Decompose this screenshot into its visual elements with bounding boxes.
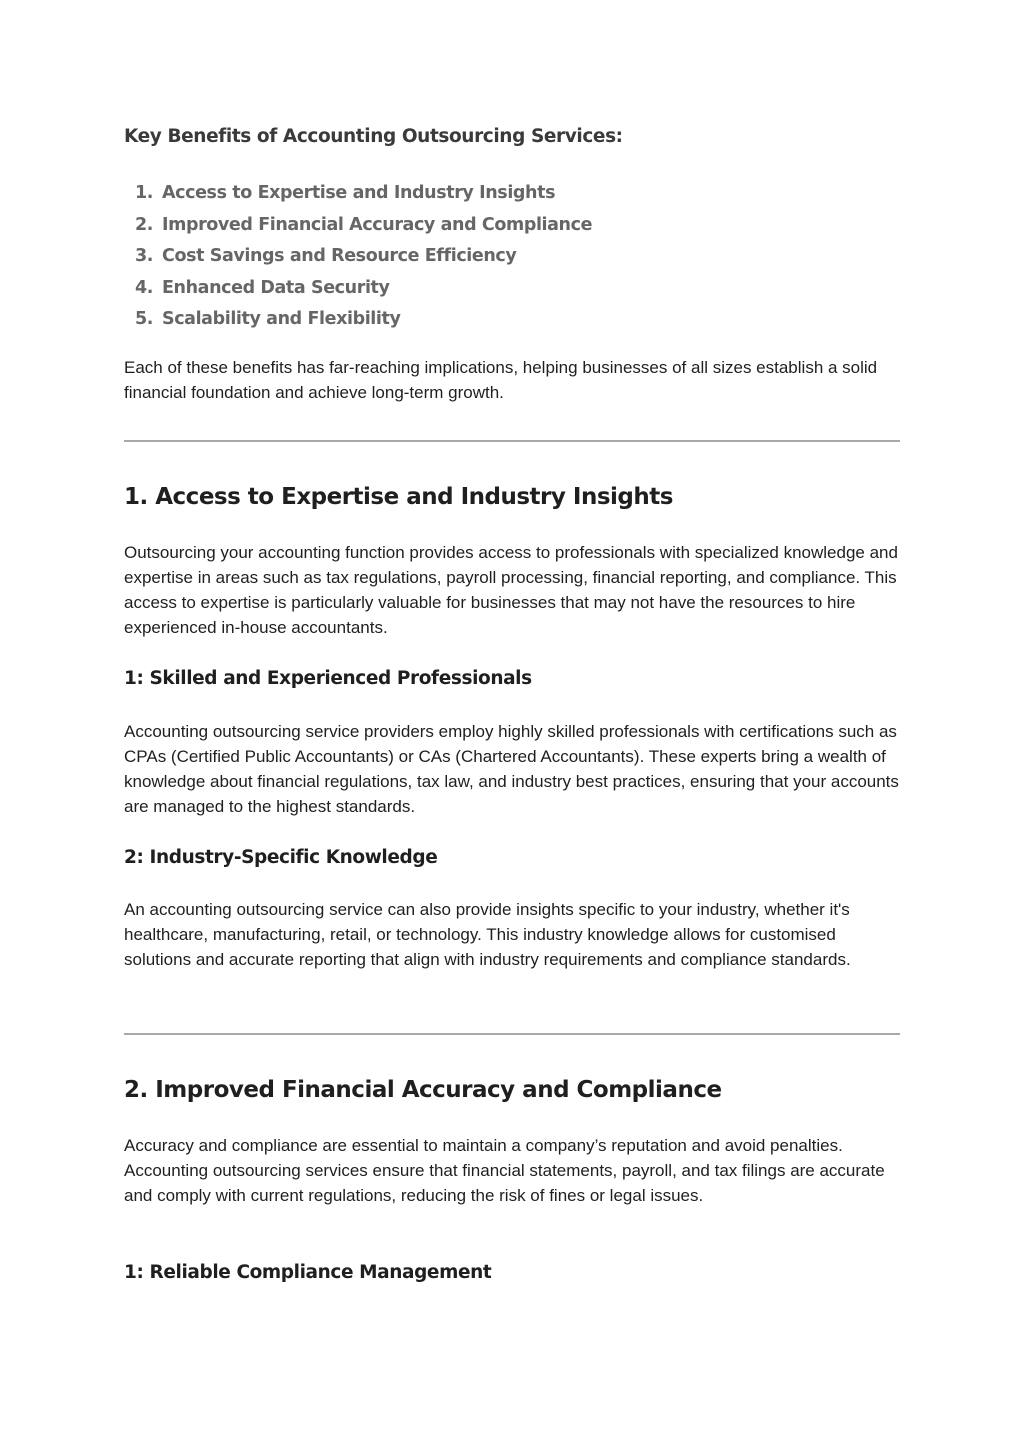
benefits-list (124, 178, 592, 336)
list-item-number: 4. (134, 277, 153, 298)
list-item (124, 178, 592, 210)
list-item-number: 1. (134, 183, 153, 203)
section-divider (124, 440, 900, 442)
section1-sub2-body: An accounting outsourcing service can also provide insights specific to your industry, whether it's healthcare, manufacturing, retail, or technology. This industry knowledge allows for customised solutions and accurate reporting that align with industry requirements and compliance standards. (124, 900, 851, 969)
list-item-label: Access to Expertise and Industry Insights (162, 183, 556, 203)
section1-body: Outsourcing your accounting function provides access to professionals with specialized knowledge and expertise in areas such as tax regulations, payroll processing, financial reporting, and compliance. This access to expertise is particularly valuable for businesses that may not have the resources to hire experienced in-house accountants. (124, 543, 898, 637)
list-item (124, 210, 592, 242)
key-benefits-title: Key Benefits of Accounting Outsourcing Services: (124, 126, 623, 147)
list-item-number: 5. (134, 309, 153, 329)
list-item-label: Improved Financial Accuracy and Compliance (162, 214, 593, 235)
list-item (124, 304, 592, 336)
section1-subheading-2: 2: Industry-Specific Knowledge (124, 847, 438, 868)
section2-body: Accuracy and compliance are essential to maintain a company’s reputation and avoid penalties. Accounting outsourcing services ensure that financial statements, payroll, and tax filings are accurate and comply with current regulations, reducing the risk of fines or legal issues. (124, 1136, 885, 1205)
list-item (124, 273, 592, 305)
section2-subheading-1: 1: Reliable Compliance Management (124, 1262, 492, 1283)
section1-sub1-body: Accounting outsourcing service providers employ highly skilled professionals with certifications such as CPAs (Certified Public Accountants) or CAs (Chartered Accountants). These experts bring a wealth of knowledge about financial regulations, tax law, and industry best practices, ensuring that your accounts are managed to the highest standards. (124, 722, 899, 816)
section2-heading: 2. Improved Financial Accuracy and Compliance (124, 1077, 722, 1103)
section-divider (124, 1033, 900, 1035)
list-item-label: Scalability and Flexibility (162, 309, 401, 329)
list-item-number: 3. (134, 246, 153, 266)
list-item (124, 241, 592, 273)
section1-heading: 1. Access to Expertise and Industry Insights (124, 484, 673, 510)
list-item-label: Cost Savings and Resource Efficiency (162, 246, 517, 266)
section1-subheading-1: 1: Skilled and Experienced Professionals (124, 668, 532, 689)
list-item-label: Enhanced Data Security (162, 277, 390, 298)
list-item-number: 2. (134, 214, 153, 235)
intro-summary: Each of these benefits has far-reaching implications, helping businesses of all sizes establish a solid financial foundation and achieve long-term growth. (124, 358, 878, 402)
